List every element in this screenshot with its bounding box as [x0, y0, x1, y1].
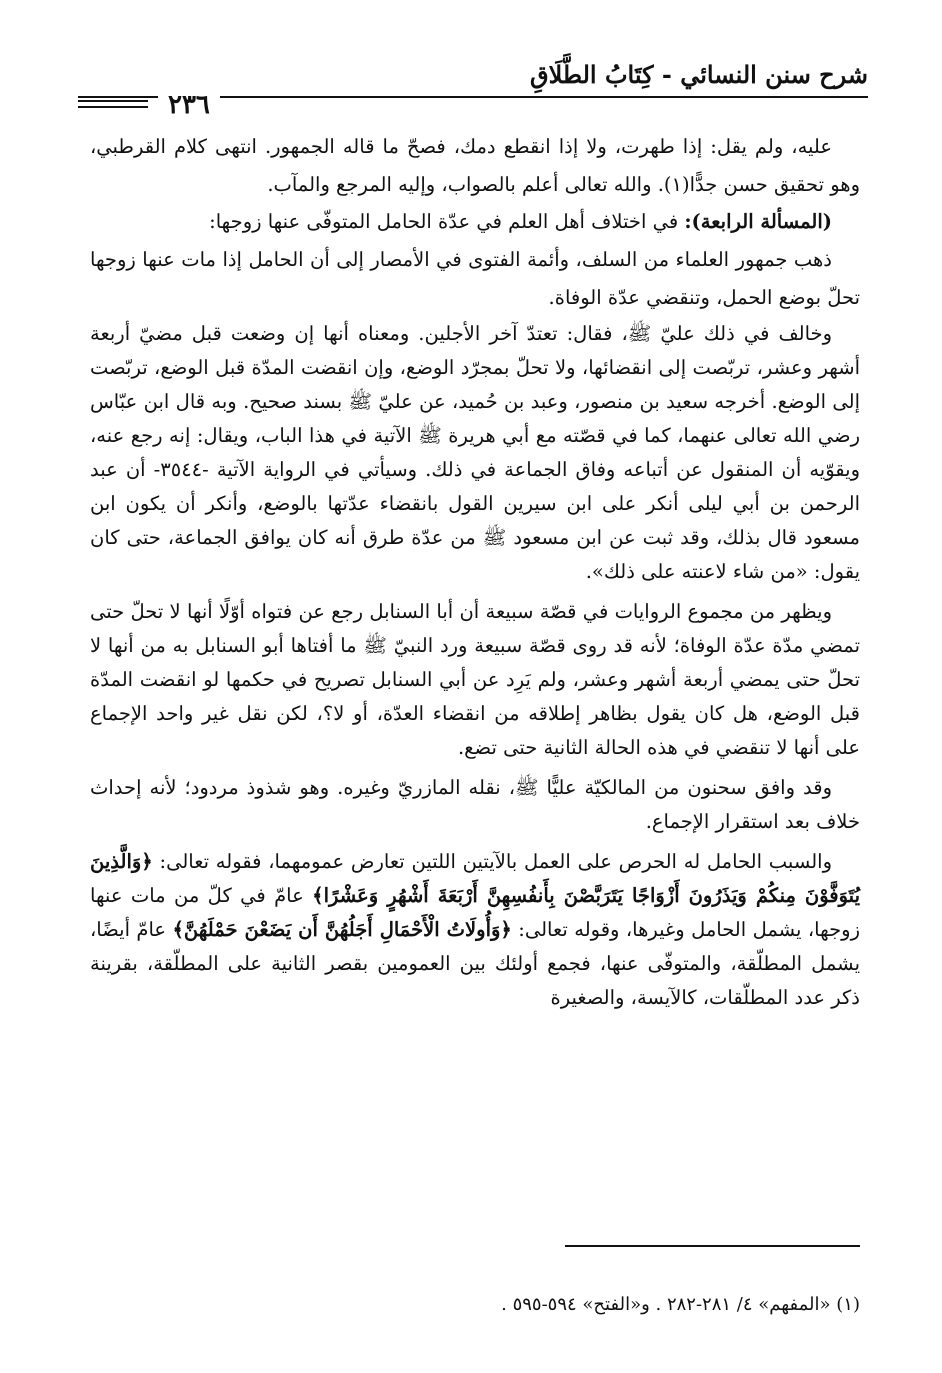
- paragraph-2: [90, 203, 860, 241]
- footnote: (١) «المفهم» ٤/ ٢٨١-٢٨٢ . و«الفتح» ٥٩٤-٥٩٥ .: [501, 1294, 860, 1315]
- issue-heading: (المسألة الرابعة):: [684, 210, 832, 234]
- page-number-rules: [78, 100, 148, 112]
- paragraph-7-c: عامّ أيضًا، يشمل المطلّقة، والمتوفّى عنها، فجمع أولئك بين العمومين بقصر الثانية على المطلّقة، بقرينة ذكر عدد المطلّقات، كالآيسة، والصغيرة: [90, 917, 860, 1009]
- paragraph-5: ويظهر من مجموع الروايات في قصّة سبيعة أن أبا السنابل رجع عن فتواه أوّلًا أنها لا تحلّ حتى تمضي مدّة عدّة الوفاة؛ لأنه قد روى قصّة سبيعة ورد النبيّ ﷺ ما أفتاها أبو السنابل به من أنها لا تحلّ حتى يمضي أربعة أشهر وعشر، ولم يَرِد عن أبي السنابل تصريح في حكمها لو انقضت المدّة قبل الوضع، هل كان يقول بظاهر إطلاقه من انقضاء العدّة، أو لا؟، لكن نقل غير واحد الإجماع على أنها لا تنقضي في هذه الحالة الثانية حتى تضع.: [90, 599, 860, 759]
- paragraph-3: ذهب جمهور العلماء من السلف، وأئمة الفتوى في الأمصار إلى أن الحامل إذا مات عنها زوجها تحلّ بوضع الحمل، وتنقضي عدّة الوفاة.: [90, 248, 860, 309]
- paragraph-1: عليه، ولم يقل: إذا طهرت، ولا إذا انقطع دمك، فصحّ ما قاله الجمهور. انتهى كلام القرطبي، وهو تحقيق حسن جدًّا(١). والله تعالى أعلم بالصواب، وإليه المرجع والمآب.: [90, 135, 860, 196]
- paragraph-7-a: والسبب الحامل له الحرص على العمل بالآيتين اللتين تعارض عمومهما، فقوله تعالى:: [152, 849, 832, 873]
- main-text: [90, 128, 860, 1015]
- issue-text: في اختلاف أهل العلم في عدّة الحامل المتوفّى عنها زوجها:: [209, 210, 685, 234]
- page-header: [78, 50, 868, 130]
- running-title: شرح سنن النسائي - كِتَابُ الطَّلَاقِ: [529, 60, 868, 89]
- page-number: ٢٣٦: [158, 90, 220, 120]
- quran-verse-2: ﴿وَأُولَاتُ الْأَحْمَالِ أَجَلُهُنَّ أَن يَضَعْنَ حَمْلَهُنَّ﴾: [172, 917, 512, 941]
- footnote-rule: [565, 1245, 860, 1247]
- paragraph-6: وقد وافق سحنون من المالكيّة عليًّا ﷺ، نقله المازريّ وغيره. وهو شذوذ مردود؛ لأنه إحداث خلاف بعد استقرار الإجماع.: [90, 775, 860, 833]
- paragraph-7-b: عامّ في كلّ من مات عنها زوجها، يشمل الحامل وغيرها، وقوله تعالى:: [90, 883, 860, 941]
- paragraph-7: [90, 845, 860, 1015]
- paragraph-4: وخالف في ذلك عليّ ﷺ، فقال: تعتدّ آخر الأجلين. ومعناه أنها إن وضعت قبل مضيّ أربعة أشهر وعشر، تربّصت إلى انقضائها، ولا تحلّ بمجرّد الوضع، وإن انقضت المدّة قبل الوضع، تربّصت إلى الوضع. أخرجه سعيد بن منصور، وعبد بن حُميد، عن عليّ ﷺ بسند صحيح. وبه قال ابن عبّاس رضي الله تعالى عنهما، كما في قصّته مع أبي هريرة ﷺ الآتية في هذا الباب، ويقال: إنه رجع عنه، ويقوّيه أن المنقول عن أتباعه وفاق الجماعة في ذلك. وسيأتي في الرواية الآتية -٣٥٤٤- أن عبد الرحمن بن أبي ليلى أنكر على ابن سيرين القول بانقضاء عدّتها بالوضع، وأنكر أن يكون ابن مسعود قال بذلك، وقد ثبت عن ابن مسعود ﷺ من عدّة طرق أنه كان يوافق الجماعة، حتى كان يقول: «من شاء لاعنته على ذلك».: [90, 321, 860, 583]
- quran-verse-1: ﴿وَالَّذِينَ يُتَوَفَّوْنَ مِنكُمْ وَيَذَرُونَ أَزْوَاجًا يَتَرَبَّصْنَ بِأَنفُسِهِنَّ أَرْبَعَةَ أَشْهُرٍ وَعَشْرًا﴾: [90, 849, 860, 907]
